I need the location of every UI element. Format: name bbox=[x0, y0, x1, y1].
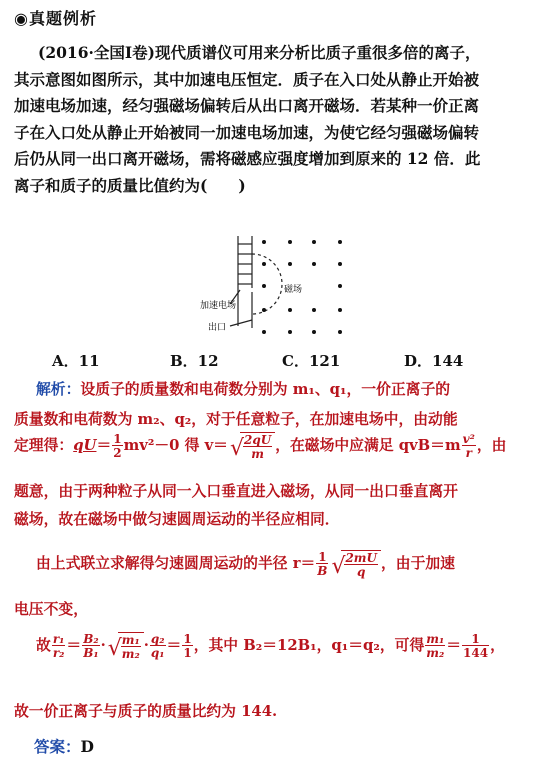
text: mv²－0 得 v＝ bbox=[123, 437, 228, 454]
question-line: 离子和质子的质量比值约为( ) bbox=[14, 175, 246, 195]
text: 由上式联立求解得匀速圆周运动的半径 r＝ bbox=[36, 555, 316, 572]
num: 2qU bbox=[243, 433, 272, 447]
answer-label: 答案： bbox=[34, 738, 81, 756]
solution bbox=[14, 378, 532, 728]
solution-line: 质量数和电荷数为 m₂、q₂，对于任意粒子，在加速电场中，由动能 bbox=[14, 411, 458, 428]
question-line: 后仍从同一出口离开磁场，需将磁感应强度增加到原来的 12 倍．此 bbox=[14, 149, 481, 168]
option-a[interactable]: A．11 bbox=[52, 352, 100, 370]
fraction bbox=[462, 433, 476, 459]
den: B₁ bbox=[83, 646, 99, 660]
question-line: 子在入口处从静止开始被同一加速电场加速，为使它经匀强磁场偏转 bbox=[14, 122, 480, 142]
text: ＝ bbox=[96, 437, 112, 454]
question-line: 其示意图如图所示，其中加速电压恒定．质子在入口处从静止开始被 bbox=[14, 69, 480, 89]
exit-label: 出口 bbox=[208, 323, 227, 333]
fraction bbox=[425, 633, 445, 659]
fraction bbox=[462, 633, 489, 659]
heading-text: 真题例析 bbox=[28, 9, 97, 28]
text: · bbox=[100, 637, 106, 654]
num: v² bbox=[462, 432, 475, 446]
question-line: (2016·全国Ⅰ卷)现代质谱仪可用来分析比质子重很多倍的离子， bbox=[38, 43, 481, 62]
num: 1 bbox=[471, 632, 480, 646]
num: B₂ bbox=[83, 632, 99, 646]
question-line: 加速电场加速，经匀强磁场偏转后从出口离开磁场．若某种一价正离 bbox=[14, 96, 480, 115]
num: 1 bbox=[183, 632, 192, 646]
solution-formula-line bbox=[36, 632, 505, 660]
sqrt: √ $\frac{2qU}{m}$ bbox=[230, 432, 275, 460]
fraction bbox=[112, 433, 122, 459]
solution-label: 解析： bbox=[36, 381, 81, 398]
text: ＝ bbox=[166, 637, 182, 654]
fraction bbox=[82, 633, 99, 659]
solution-line: 磁场，故在磁场中做匀速圆周运动的半径应相同． bbox=[14, 511, 340, 528]
den: r₂ bbox=[52, 646, 65, 660]
solution-line: 题意，由于两种粒子从同一入口垂直进入磁场，从同一出口垂直离开 bbox=[14, 483, 458, 500]
den: q₁ bbox=[150, 646, 165, 660]
accel-field-label: 加速电场 bbox=[200, 301, 237, 311]
text: · bbox=[143, 637, 149, 654]
sqrt: √ $\frac{2mU}{q}$ bbox=[331, 550, 381, 578]
text: ，由 bbox=[476, 437, 507, 454]
heading-marker-icon: ◉ bbox=[14, 9, 29, 28]
fraction bbox=[243, 434, 272, 460]
den: m₂ bbox=[121, 647, 140, 661]
solution-formula-line bbox=[36, 550, 455, 578]
fraction bbox=[121, 634, 141, 660]
num: r₁ bbox=[52, 632, 65, 646]
num: q₂ bbox=[150, 632, 165, 646]
den: r bbox=[462, 445, 476, 459]
solution-line: 设质子的质量数和电荷数分别为 m₁、q₁，一价正离子的 bbox=[80, 381, 451, 398]
den: B bbox=[317, 564, 328, 578]
fraction bbox=[52, 633, 66, 659]
solution-formula-line bbox=[14, 432, 506, 460]
text: 定理得： bbox=[14, 437, 74, 454]
fraction bbox=[344, 552, 378, 578]
num: 1 bbox=[318, 550, 327, 564]
section-heading bbox=[14, 6, 97, 29]
question-text bbox=[14, 40, 532, 199]
solution-line: 故一价正离子与质子的质量比约为 144. bbox=[14, 703, 278, 720]
text: ， bbox=[490, 637, 505, 654]
den: 1 bbox=[183, 646, 192, 660]
fraction bbox=[316, 551, 328, 577]
text: ＝ bbox=[446, 637, 462, 654]
num: 2mU bbox=[345, 551, 377, 565]
sqrt: √ $\frac{\text{m₁}}{\text{m₂}}$ bbox=[108, 632, 144, 660]
text: ，在磁场中应满足 qvB＝m bbox=[275, 437, 461, 454]
num: m₁ bbox=[121, 633, 140, 647]
option-b[interactable]: B．12 bbox=[170, 352, 219, 370]
solution-line: 电压不变， bbox=[14, 601, 88, 618]
fraction bbox=[182, 633, 192, 659]
text: ，由于加速 bbox=[380, 555, 455, 572]
den: m₂ bbox=[426, 646, 445, 660]
den: 144 bbox=[463, 646, 489, 660]
num: m₁ bbox=[426, 632, 445, 646]
text: qU bbox=[73, 437, 97, 454]
text: ＝ bbox=[66, 637, 82, 654]
option-c[interactable]: C．121 bbox=[282, 352, 341, 370]
mass-spectrometer-diagram bbox=[200, 230, 360, 342]
answer-value: D bbox=[80, 737, 94, 756]
text: 故 bbox=[36, 637, 51, 654]
num: 1 bbox=[113, 432, 122, 446]
field-label: 磁场 bbox=[284, 285, 303, 295]
text: ，其中 B₂＝12B₁，q₁＝q₂，可得 bbox=[193, 637, 425, 654]
den: q bbox=[344, 564, 378, 578]
den: 2 bbox=[113, 446, 122, 460]
option-d[interactable]: D．144 bbox=[404, 352, 464, 370]
den: m bbox=[243, 446, 272, 460]
answer bbox=[34, 735, 94, 757]
fraction bbox=[150, 633, 166, 659]
